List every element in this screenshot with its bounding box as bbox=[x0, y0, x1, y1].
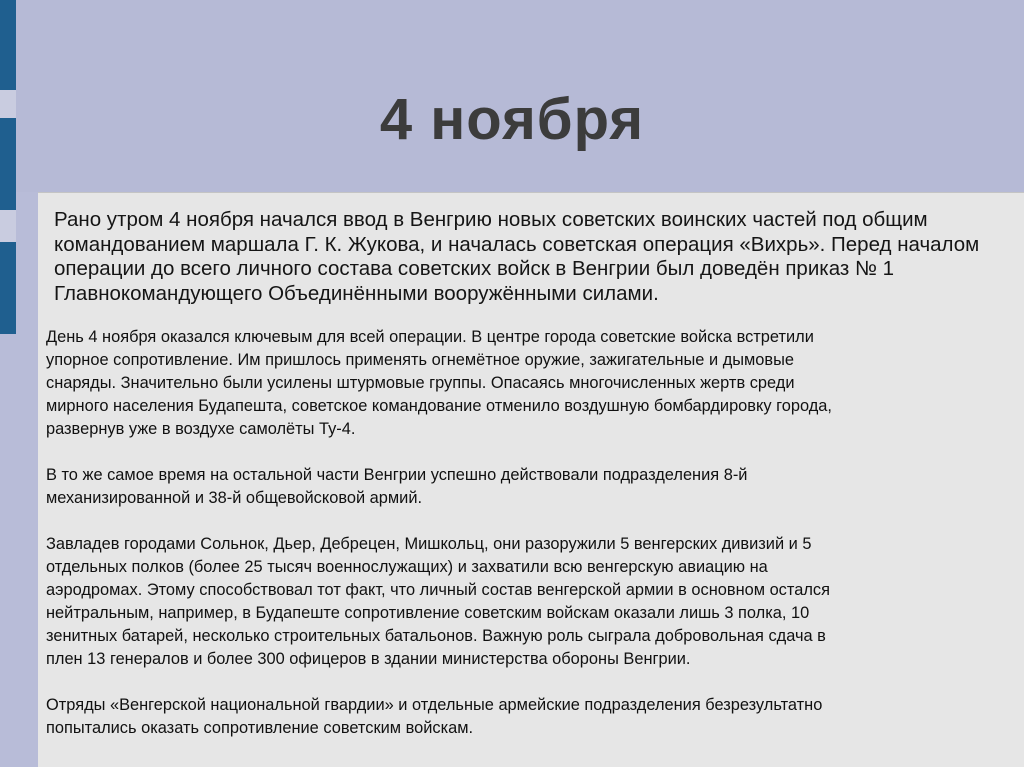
intro-paragraph: Рано утром 4 ноября начался ввод в Венгрию новых советских воинских частей под общим командованием маршала Г. К. Жукова, и началась советская операция «Вихрь». Перед началом операции до всего личного состава советских войск в Венгрии был доведён приказ № 1 Главнокомандующего Объединёнными вооружёнными силами. bbox=[54, 208, 980, 305]
edge-accent-bar bbox=[0, 242, 16, 334]
body-paragraph-3: Завладев городами Сольнок, Дьер, Дебрецен, Мишкольц, они разоружили 5 венгерских дивизий и 5 отдельных полков (более 25 тысяч военнослужащих) и захватили всю венгерскую авиацию на аэродромах. Этому способствовал тот факт, что личный состав венгерской армии в основном остался нейтральным, например, в Будапеште сопротивление советским войскам оказали лишь 3 полка, 10 зенитных батарей, несколько строительных батальонов. Важную роль сыграла добровольная сдача в плен 13 генералов и более 300 офицеров в здании министерства обороны Венгрии. bbox=[46, 535, 830, 668]
body-paragraph-4: Отряды «Венгерской национальной гвардии» и отдельные армейские подразделения безрезультатно попытались оказать сопротивление советским войскам. bbox=[46, 696, 823, 737]
edge-accent-bar bbox=[0, 0, 16, 90]
body-paragraph-1: День 4 ноября оказался ключевым для всей операции. В центре города советские войска встретили упорное сопротивление. Им пришлось применять огнемётное оружие, зажигательные и дымовые снаряды. Значительно были усилены штурмовые группы. Опасаясь многочисленных жертв среди мирного населения Будапешта, советское командование отменило воздушную бомбардировку города, развернув уже в воздухе самолёты Ту-4. bbox=[46, 328, 832, 438]
body-paragraph-2: В то же самое время на остальной части Венгрии успешно действовали подразделения 8-й механизированной и 38-й общевойсковой армий. bbox=[46, 466, 748, 507]
slide-title: 4 ноября bbox=[379, 87, 645, 152]
body-text bbox=[46, 326, 1018, 763]
edge-accent-gap bbox=[0, 210, 16, 242]
